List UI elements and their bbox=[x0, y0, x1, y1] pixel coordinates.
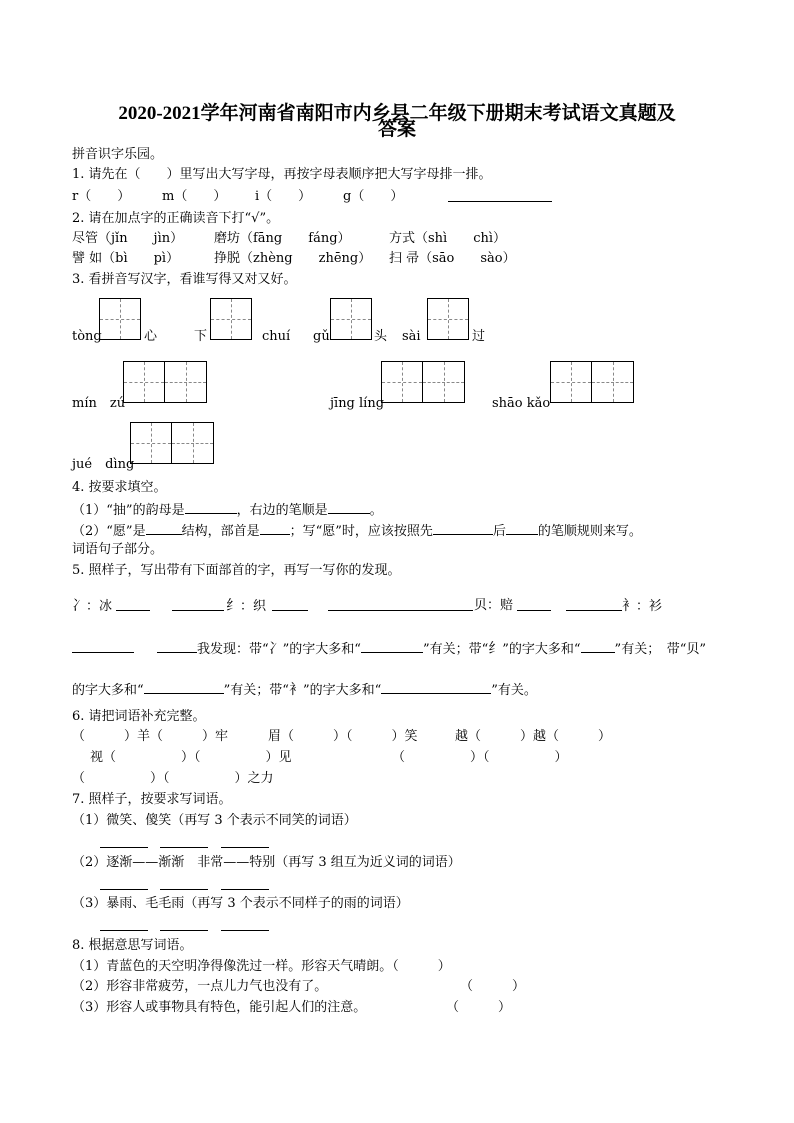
answer-blank[interactable] bbox=[517, 598, 551, 616]
answer-blank[interactable] bbox=[144, 681, 224, 694]
answer-blank[interactable] bbox=[172, 598, 224, 616]
writing-grid[interactable] bbox=[427, 298, 469, 340]
answer-blank[interactable] bbox=[72, 640, 134, 658]
writing-grid[interactable] bbox=[130, 422, 214, 464]
answer-blank[interactable] bbox=[433, 522, 493, 535]
question-2: 2. 请在加点字的正确读音下打“√”。 bbox=[72, 211, 280, 226]
q2-item: 方式（shì chì） bbox=[389, 231, 507, 246]
question-6: 6. 请把词语补充完整。 bbox=[72, 709, 206, 724]
q2-item: 扫 帚（sāo sào） bbox=[389, 251, 516, 266]
q8-answer[interactable]: （ ） bbox=[446, 1000, 512, 1015]
q8-answer[interactable]: （ ） bbox=[460, 979, 526, 994]
q1-letter: r（ ） bbox=[72, 189, 131, 204]
q2-item: 譬 如（bì pì） bbox=[72, 251, 180, 266]
writing-grid[interactable] bbox=[99, 298, 141, 340]
pinyin: mín zú bbox=[72, 396, 126, 411]
pinyin: shāo kǎo bbox=[492, 396, 551, 411]
answer-blank[interactable] bbox=[506, 522, 538, 535]
character: 下 bbox=[194, 329, 208, 344]
question-1: 1. 请先在（ ）里写出大写字母，再按字母表顺序把大写字母排一排。 bbox=[72, 167, 492, 182]
question-4: 4. 按要求填空。 bbox=[72, 480, 167, 495]
answer-blank[interactable] bbox=[328, 501, 370, 514]
question-7: 7. 照样子，按要求写词语。 bbox=[72, 792, 232, 807]
answer-blanks[interactable] bbox=[100, 918, 269, 936]
writing-grid[interactable] bbox=[330, 298, 372, 340]
answer-blanks[interactable] bbox=[100, 877, 269, 895]
answer-blank[interactable] bbox=[185, 501, 237, 514]
q5-radical-line: 纟：织 bbox=[226, 598, 267, 614]
page-title: 2020-2021学年河南省南阳市内乡县二年级下册期末考试语文真题及 bbox=[118, 103, 676, 124]
page-title-line2: 答案 bbox=[377, 119, 416, 140]
answer-blank[interactable] bbox=[581, 640, 615, 653]
q6-item: （ ）羊（ ）牢 bbox=[72, 729, 229, 744]
radical-si: 纟 bbox=[226, 598, 240, 614]
q2-item: 尽管（jǐn jìn） bbox=[72, 231, 184, 246]
q1-letter: m（ ） bbox=[162, 189, 227, 204]
q5-discovery-cont: 的字大多和“ ”有关；带“衤”的字大多和“ ”有关。 bbox=[72, 682, 537, 698]
answer-blank[interactable] bbox=[260, 522, 290, 535]
answer-blank[interactable] bbox=[448, 189, 552, 207]
q4-part-2: （2）“愿”是 结构，部首是 ；写“愿”时，应该按照先 后 的笔顺规则来写。 bbox=[72, 524, 642, 539]
q4-part-1: （1）“抽”的韵母是 ，右边的笔顺是 。 bbox=[72, 503, 383, 518]
q8-part-1: （1）青蓝色的天空明净得像洗过一样。形容天气晴朗。（ ） bbox=[72, 959, 451, 974]
q7-part-2: （2）逐渐——渐渐 非常——特别（再写 3 组互为近义词的词语） bbox=[72, 855, 461, 870]
character: 过 bbox=[472, 329, 486, 344]
character: 心 bbox=[144, 329, 158, 344]
pinyin: gǔ bbox=[313, 329, 330, 344]
answer-blank[interactable] bbox=[381, 681, 491, 694]
question-3: 3. 看拼音写汉字，看谁写得又对又好。 bbox=[72, 272, 297, 287]
q8-part-2: （2）形容非常疲劳，一点儿力气也没有了。 bbox=[72, 979, 328, 994]
q6-item: 越（ ）越（ ） bbox=[455, 729, 612, 744]
writing-grid[interactable] bbox=[381, 361, 465, 403]
answer-blank[interactable] bbox=[272, 598, 308, 616]
section-heading: 拼音识字乐园。 bbox=[72, 147, 164, 162]
answer-blank[interactable] bbox=[146, 522, 182, 535]
question-8: 8. 根据意思写词语。 bbox=[72, 938, 193, 953]
pinyin: jīng líng bbox=[330, 396, 385, 411]
q5-radical-line: 衤：衫 bbox=[622, 598, 663, 614]
pinyin: jué dìng bbox=[72, 457, 135, 472]
q5-radical-line: 冫：冰 bbox=[72, 598, 113, 614]
q6-item: 视（ ）（ ）见 bbox=[90, 750, 292, 765]
character: 头 bbox=[374, 329, 388, 344]
q7-part-3: （3）暴雨、毛毛雨（再写 3 个表示不同样子的雨的词语） bbox=[72, 896, 409, 911]
answer-blank[interactable] bbox=[361, 640, 423, 653]
section-heading: 词语句子部分。 bbox=[72, 542, 164, 557]
q8-part-3: （3）形容人或事物具有特色，能引起人们的注意。 bbox=[72, 1000, 367, 1015]
answer-blank[interactable] bbox=[116, 598, 150, 616]
q2-item: 磨坊（fāng fáng） bbox=[214, 231, 351, 246]
q6-item: （ ）（ ）之力 bbox=[72, 771, 274, 786]
answer-blanks[interactable] bbox=[100, 835, 269, 853]
q7-part-1: （1）微笑、傻笑（再写 3 个表示不同笑的词语） bbox=[72, 813, 357, 828]
radical-bing: 冫 bbox=[72, 598, 86, 614]
q6-item: （ ）（ ） bbox=[392, 750, 568, 765]
q5-discovery: 我发现：带“冫”的字大多和“ ”有关；带“纟”的字大多和“ ”有关； 带“贝” bbox=[157, 640, 706, 658]
pinyin: tòng bbox=[72, 329, 102, 344]
question-5: 5. 照样子，写出带有下面部首的字，再写一写你的发现。 bbox=[72, 563, 401, 578]
pinyin: chuí bbox=[262, 329, 291, 344]
pinyin: sài bbox=[402, 329, 421, 344]
answer-blank[interactable] bbox=[328, 598, 473, 616]
writing-grid[interactable] bbox=[123, 361, 207, 403]
radical-yi: 衤 bbox=[622, 598, 636, 614]
q1-letter: i（ ） bbox=[255, 189, 312, 204]
answer-blank[interactable] bbox=[566, 598, 622, 616]
q6-item: 眉（ ）（ ）笑 bbox=[268, 729, 418, 744]
writing-grid[interactable] bbox=[550, 361, 634, 403]
writing-grid[interactable] bbox=[210, 298, 252, 340]
answer-blank[interactable] bbox=[157, 640, 197, 653]
q5-radical-line: 贝：赔 bbox=[474, 598, 514, 613]
q1-letter: g（ ） bbox=[343, 189, 404, 204]
q2-item: 挣脱（zhèng zhēng） bbox=[214, 251, 372, 266]
